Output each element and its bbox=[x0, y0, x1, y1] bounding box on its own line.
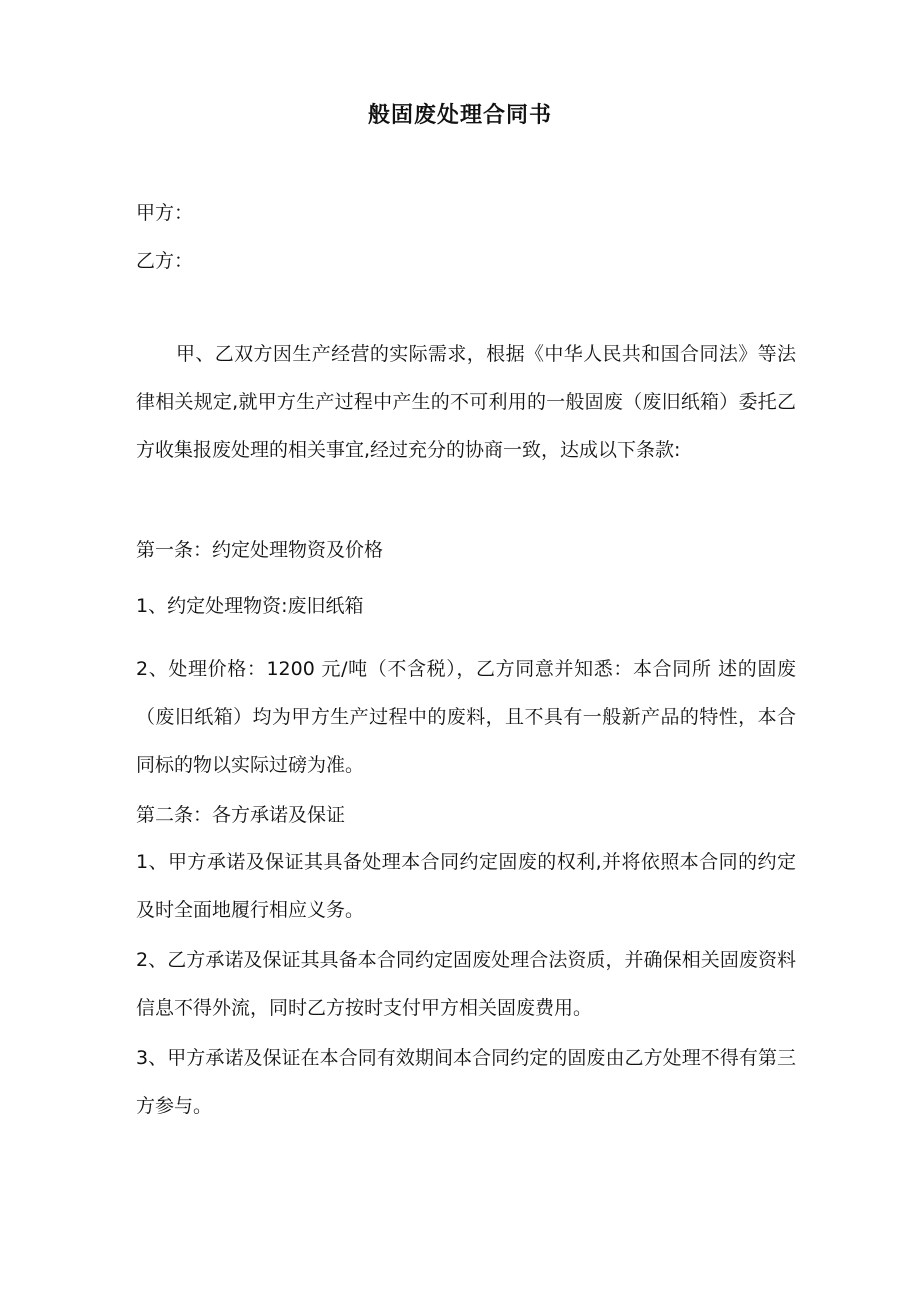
article2-heading: 第二条：各方承诺及保证 bbox=[136, 804, 346, 826]
party-b-label: 乙方： bbox=[136, 250, 194, 272]
party-a-label: 甲方： bbox=[136, 202, 194, 224]
preamble-paragraph: 甲、乙双方因生产经营的实际需求，根据《中华人民共和国合同法》等法律相关规定,就甲方生产过程中产生的不可利用的一般固废（废旧纸箱）委托乙方收集报废处理的相关事宜,经过充分的协商一致，达成以下条款: bbox=[136, 343, 796, 461]
article1-item2: 2、处理价格：1200 元/吨（不含税），乙方同意并知悉：本合同所 述的固废（废旧纸箱）均为甲方生产过程中的废料，且不具有一般新产品的特性，本合同标的物以实际过磅为准。 bbox=[136, 658, 796, 776]
article1-item1: 1、约定处理物资:废旧纸箱 bbox=[136, 595, 364, 617]
article2-item2: 2、乙方承诺及保证其具备本合同约定固废处理合法资质，并确保相关固废资料信息不得外流，同时乙方按时支付甲方相关固废费用。 bbox=[136, 949, 796, 1019]
article2-item3: 3、甲方承诺及保证在本合同有效期间本合同约定的固废由乙方处理不得有第三方参与。 bbox=[136, 1047, 796, 1117]
article1-heading: 第一条：约定处理物资及价格 bbox=[136, 539, 384, 561]
document-title: 般固废处理合同书 bbox=[367, 103, 552, 128]
article2-item1: 1、甲方承诺及保证其具备处理本合同约定固废的权利,并将依照本合同的约定及时全面地履行相应义务。 bbox=[136, 851, 796, 921]
